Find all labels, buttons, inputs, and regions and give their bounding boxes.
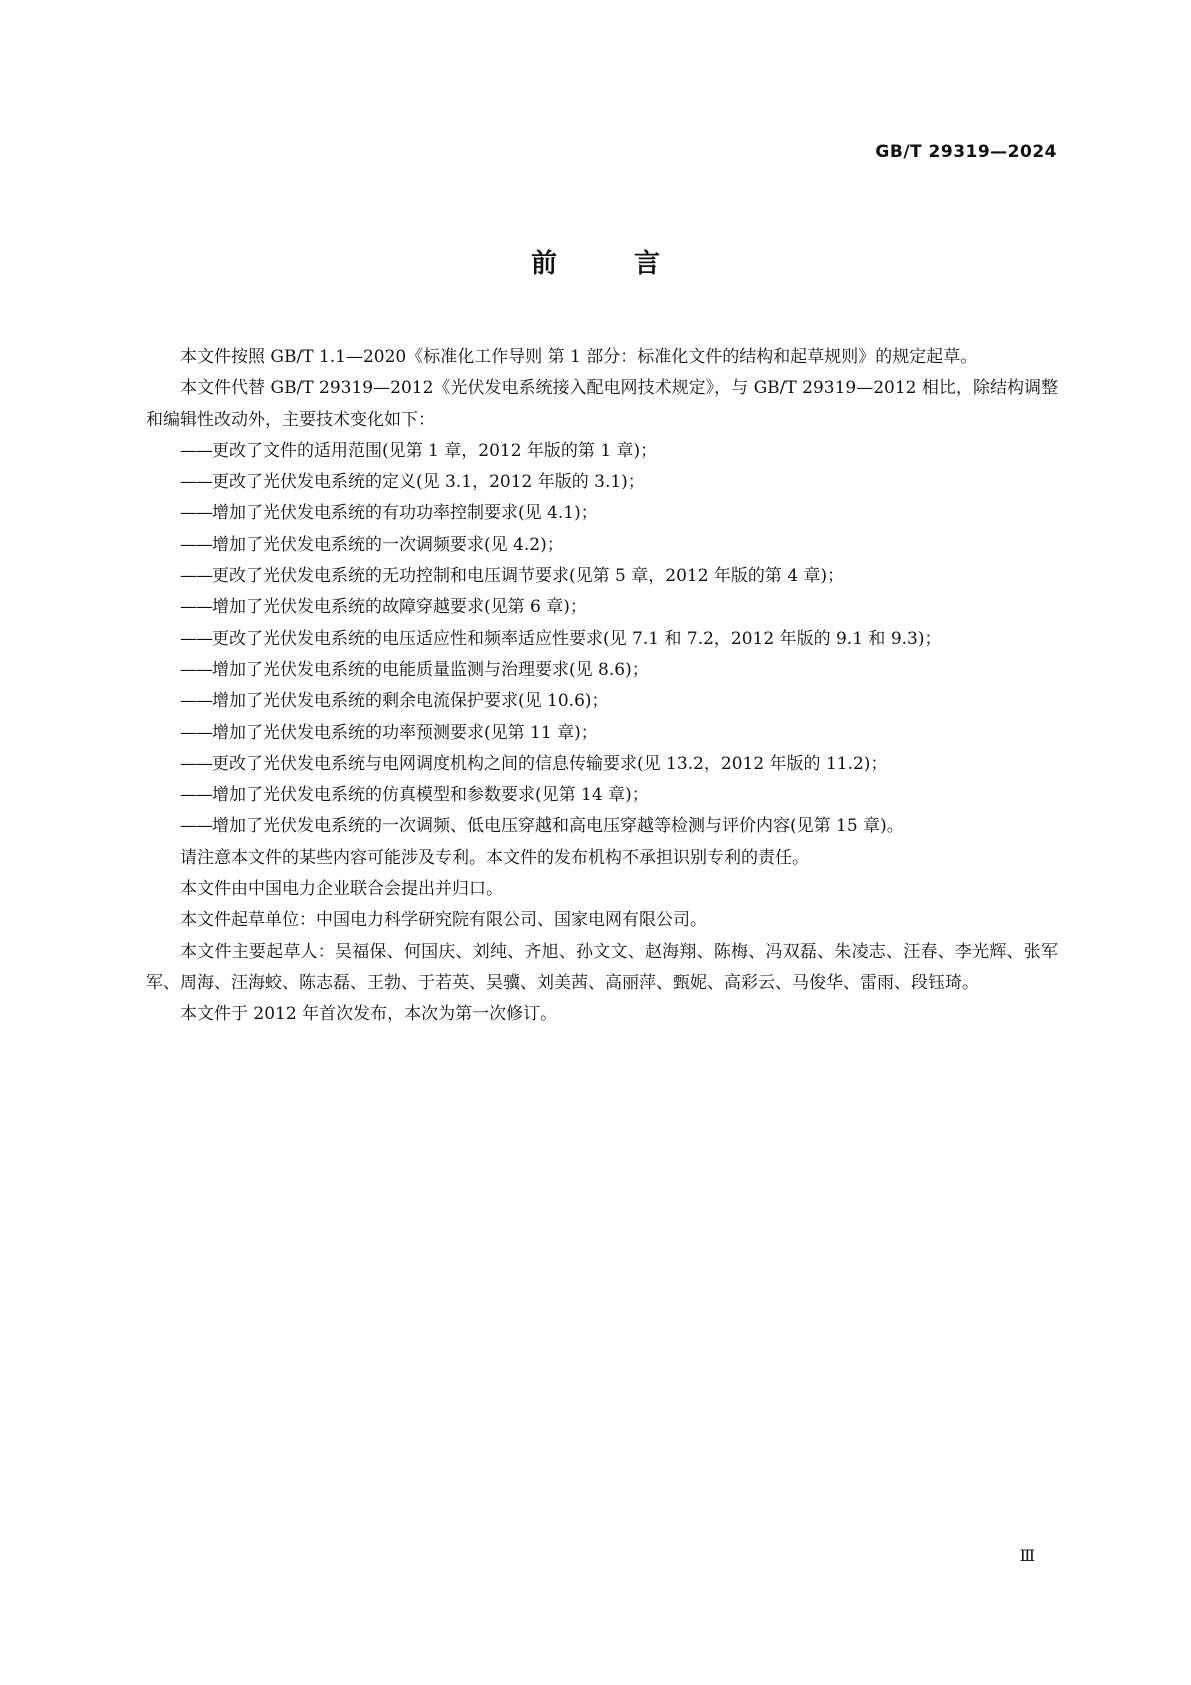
paragraph-drafters: 本文件主要起草人：吴福保、何国庆、刘纯、齐旭、孙文文、赵海翔、陈梅、冯双磊、朱凌志、汪春、李光辉、张军军、周海、汪海蛟、陈志磊、王勃、于若英、吴骥、刘美茜、高丽萍、甄妮、高彩云、马俊华、雷雨、段钰琦。 bbox=[146, 941, 1058, 993]
paragraph-history: 本文件于 2012 年首次发布，本次为第一次修订。 bbox=[180, 1004, 558, 1025]
list-item-text: 增加了光伏发电系统的功率预测要求(见第 11 章)； bbox=[212, 722, 598, 743]
list-item bbox=[146, 561, 1058, 592]
list-item-text: 增加了光伏发电系统的一次调频要求(见 4.2)； bbox=[212, 534, 564, 555]
list-item bbox=[146, 592, 1058, 623]
dash-marker: —— bbox=[180, 566, 212, 587]
paragraph-proposer: 本文件由中国电力企业联合会提出并归口。 bbox=[180, 879, 503, 900]
dash-marker: —— bbox=[180, 503, 212, 524]
dash-marker: —— bbox=[180, 753, 212, 774]
paragraph-drafting-basis: 本文件按照 GB/T 1.1—2020《标准化工作导则 第 1 部分：标准化文件的结构和起草规则》的规定起草。 bbox=[180, 347, 978, 367]
list-item bbox=[146, 498, 1058, 529]
list-item bbox=[146, 530, 1058, 561]
list-item-text: 更改了光伏发电系统的电压适应性和频率适应性要求(见 7.1 和 7.2，2012 年版的 9.1 和 9.3)； bbox=[212, 628, 942, 649]
dash-marker: —— bbox=[180, 628, 212, 649]
list-item bbox=[146, 718, 1058, 749]
list-item-text: 更改了光伏发电系统与电网调度机构之间的信息传输要求(见 13.2，2012 年版的 11.2)； bbox=[212, 753, 888, 774]
dash-marker: —— bbox=[180, 440, 212, 461]
list-item bbox=[146, 780, 1058, 811]
dash-marker: —— bbox=[180, 691, 212, 712]
dash-marker: —— bbox=[180, 722, 212, 743]
list-item-text: 增加了光伏发电系统的一次调频、低电压穿越和高电压穿越等检测与评价内容(见第 15 章)。 bbox=[212, 816, 904, 837]
standard-number: GB/T 29319—2024 bbox=[875, 142, 1057, 162]
dash-marker: —— bbox=[180, 785, 212, 806]
list-item-text: 增加了光伏发电系统的仿真模型和参数要求(见第 14 章)； bbox=[212, 785, 649, 806]
dash-marker: —— bbox=[180, 472, 212, 493]
list-item bbox=[146, 686, 1058, 717]
list-item bbox=[146, 811, 1058, 842]
list-item-text: 增加了光伏发电系统的有功功率控制要求(见 4.1)； bbox=[212, 503, 598, 524]
changes-list bbox=[146, 436, 1058, 843]
list-item bbox=[146, 749, 1058, 780]
list-item bbox=[146, 624, 1058, 655]
paragraph-patent-notice: 请注意本文件的某些内容可能涉及专利。本文件的发布机构不承担识别专利的责任。 bbox=[180, 847, 809, 868]
list-item-text: 增加了光伏发电系统的电能质量监测与治理要求(见 8.6)； bbox=[212, 659, 649, 680]
paragraph-replacement: 本文件代替 GB/T 29319—2012《光伏发电系统接入配电网技术规定》，与 GB/T 29319—2012 相比，除结构调整和编辑性改动外，主要技术变化如下： bbox=[146, 378, 1058, 430]
list-item-text: 更改了光伏发电系统的无功控制和电压调节要求(见第 5 章，2012 年版的第 4 章)； bbox=[212, 566, 845, 587]
list-item-text: 更改了文件的适用范围(见第 1 章，2012 年版的第 1 章)； bbox=[212, 440, 658, 461]
dash-marker: —— bbox=[180, 597, 212, 618]
paragraph-drafting-units: 本文件起草单位：中国电力科学研究院有限公司、国家电网有限公司。 bbox=[180, 910, 707, 931]
list-item-text: 更改了光伏发电系统的定义(见 3.1，2012 年版的 3.1)； bbox=[212, 472, 645, 493]
foreword-body bbox=[146, 342, 1058, 1031]
list-item-text: 增加了光伏发电系统的故障穿越要求(见第 6 章)； bbox=[212, 597, 587, 618]
page-title: 前 言 bbox=[530, 249, 695, 279]
list-item-text: 增加了光伏发电系统的剩余电流保护要求(见 10.6)； bbox=[212, 691, 609, 712]
dash-marker: —— bbox=[180, 659, 212, 680]
list-item bbox=[146, 467, 1058, 498]
dash-marker: —— bbox=[180, 534, 212, 555]
page-number: Ⅲ bbox=[1019, 1546, 1035, 1565]
dash-marker: —— bbox=[180, 816, 212, 837]
list-item bbox=[146, 655, 1058, 686]
list-item bbox=[146, 436, 1058, 467]
